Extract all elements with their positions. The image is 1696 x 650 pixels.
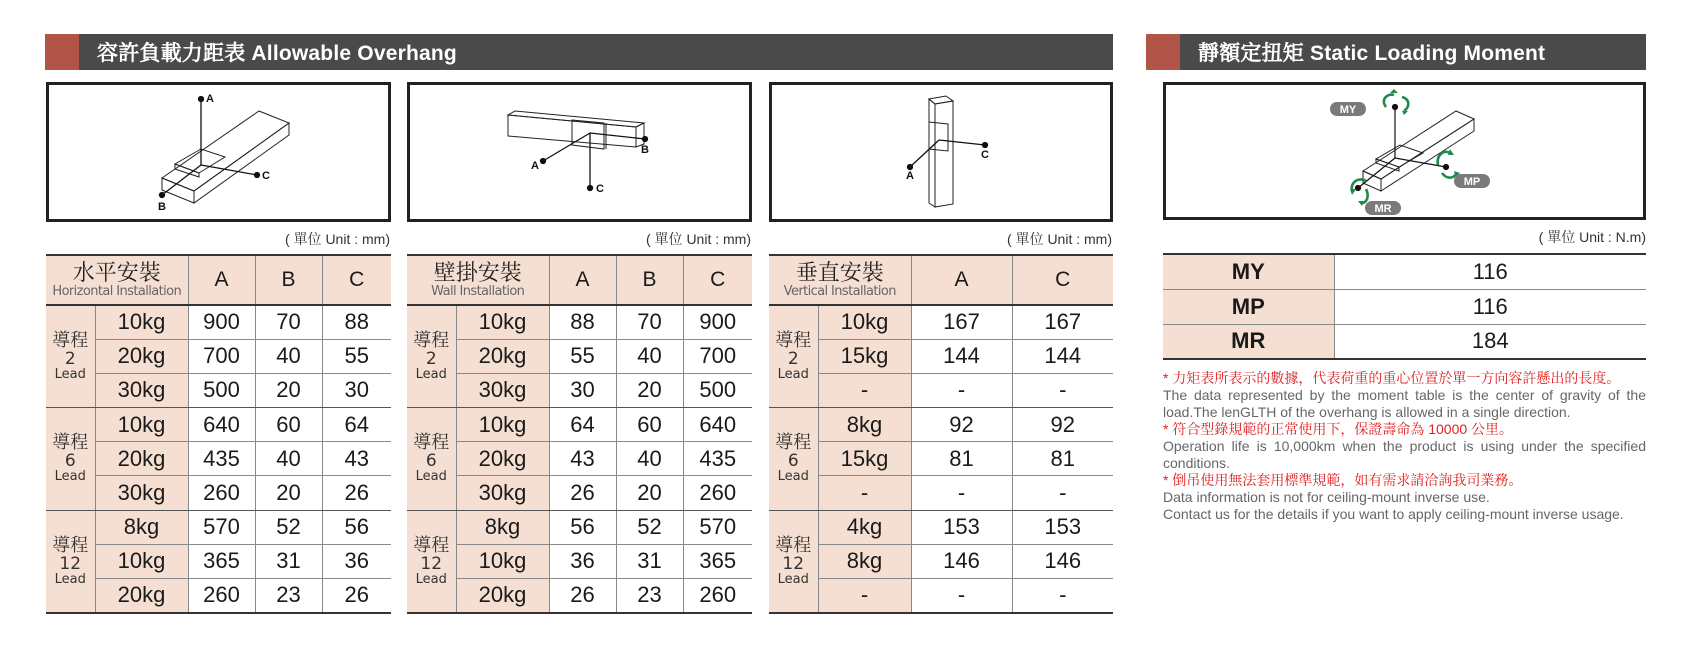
table-row [46,476,391,510]
table-row [407,408,752,442]
value-cell: 70 [616,305,683,339]
load-cell: - [818,373,911,407]
load-cell: 4kg [818,510,911,544]
value-cell: 900 [188,305,255,339]
column-header-a: A [911,255,1012,305]
load-cell: 15kg [818,339,911,373]
table-row [46,408,391,442]
value-cell: 640 [188,408,255,442]
value-cell: 640 [683,408,752,442]
load-cell: 30kg [456,373,549,407]
load-cell: 8kg [818,408,911,442]
load-cell: 10kg [95,408,188,442]
svg-text:B: B [158,201,166,213]
lead-cell: 導程 2 Lead [46,305,95,408]
table-title: 垂直安裝 Vertical Installation [769,255,911,305]
load-cell: 10kg [95,305,188,339]
value-cell: 40 [255,442,322,476]
value-cell: 500 [683,373,752,407]
vertical-slide-drawing-icon [772,85,1110,219]
svg-text:C: C [262,170,270,182]
table-row [407,579,752,613]
moment-name: MR [1163,324,1334,359]
value-cell: 260 [188,579,255,613]
note-zh: * 倒吊使用無法套用標準規範，如有需求請洽詢我司業務。 [1163,472,1523,488]
table-row [407,339,752,373]
rotation-arrows [1352,95,1456,203]
table-row [46,305,391,339]
svg-text:B: B [641,144,649,156]
load-cell: 20kg [456,442,549,476]
value-cell: 500 [188,373,255,407]
allowable-overhang-header [45,34,1113,70]
value-cell: 167 [911,305,1012,339]
section-title: 容許負載力距表 Allowable Overhang [97,42,457,65]
svg-text:MR: MR [1374,203,1392,215]
vertical-installation-diagram [769,82,1113,222]
section-title: 靜額定扭矩 Static Loading Moment [1198,42,1546,65]
table-row [769,408,1113,442]
load-cell: 10kg [456,544,549,578]
load-cell: - [818,476,911,510]
table-row [407,510,752,544]
table-row [769,442,1113,476]
value-cell: 36 [322,544,391,578]
value-cell: 92 [911,408,1012,442]
moment-value: 116 [1334,254,1646,289]
value-cell: 31 [255,544,322,578]
table-row [769,476,1113,510]
load-cell: 10kg [95,544,188,578]
header-accent [1146,34,1180,70]
horizontal-installation-table [46,254,391,614]
value-cell: 26 [322,579,391,613]
load-cell: 20kg [95,442,188,476]
load-cell: 8kg [95,510,188,544]
value-cell: 88 [549,305,616,339]
table-row [407,544,752,578]
column-header-b: B [616,255,683,305]
note-en: Operation life is 10,000km when the product is using under the specified conditions. [1163,438,1646,471]
value-cell: 153 [1012,510,1113,544]
table-row [46,510,391,544]
load-cell: 10kg [456,408,549,442]
moment-value: 184 [1471,328,1509,354]
note-en: Data information is not for ceiling-mount inverse use. [1163,489,1490,505]
svg-text:A: A [531,160,539,172]
value-cell: - [911,579,1012,613]
value-cell: 23 [255,579,322,613]
table-row [407,442,752,476]
value-cell: 26 [549,476,616,510]
value-cell: - [1012,476,1113,510]
value-cell: 55 [549,339,616,373]
lead-cell: 導程 2 Lead [769,305,818,408]
column-header-c: C [1012,255,1113,305]
table-row [407,305,752,339]
table-row [46,579,391,613]
value-cell: 60 [255,408,322,442]
load-cell: - [818,579,911,613]
load-cell: 8kg [456,510,549,544]
value-cell: 56 [322,510,391,544]
value-cell: 31 [616,544,683,578]
static-moment-table [1163,253,1646,360]
value-cell: 144 [1012,339,1113,373]
value-cell: 365 [188,544,255,578]
table-row [407,476,752,510]
value-cell: 88 [322,305,391,339]
moment-row [1163,289,1646,324]
note-zh: * 符合型錄規範的正常使用下，保證壽命為 10000 公里。 [1163,421,1514,437]
moment-name: MP [1163,289,1334,324]
svg-text:C: C [596,183,604,195]
table-row [46,544,391,578]
lead-cell: 導程 12 Lead [46,510,95,613]
column-header-b: B [255,255,322,305]
note-zh: * 力矩表所表示的數據，代表荷重的重心位置於單一方向容許懸出的長度。 [1163,370,1621,386]
value-cell: 435 [683,442,752,476]
load-cell: 30kg [95,476,188,510]
moment-axes-drawing-icon [1166,85,1643,217]
value-cell: 260 [683,579,752,613]
load-cell: 15kg [818,442,911,476]
unit-label-horizontal: ( 單位 Unit : mm) [285,231,390,247]
value-cell: - [911,373,1012,407]
column-header-c: C [683,255,752,305]
wall-installation-table [407,254,752,614]
value-cell: 81 [1012,442,1113,476]
column-header-a: A [188,255,255,305]
table-row [769,510,1113,544]
note-en: The data represented by the moment table is the center of gravity of the load.The lenGLTH of the overhang is allowed in a single direction. [1163,387,1646,420]
load-cell: 20kg [456,579,549,613]
svg-text:C: C [981,149,989,161]
svg-text:A: A [906,170,914,182]
value-cell: 40 [616,442,683,476]
value-cell: 55 [322,339,391,373]
value-cell: 20 [616,476,683,510]
value-cell: - [911,476,1012,510]
table-row [769,373,1113,407]
value-cell: 146 [1012,544,1113,578]
column-header-a: A [549,255,616,305]
load-cell: 20kg [456,339,549,373]
lead-cell: 導程 2 Lead [407,305,456,408]
moment-diagram [1163,82,1646,220]
moment-notes [1163,370,1646,523]
value-cell: 144 [911,339,1012,373]
table-row [407,373,752,407]
svg-text:A: A [206,93,214,105]
unit-label-wall: ( 單位 Unit : mm) [646,231,751,247]
horizontal-installation-diagram [46,82,391,222]
value-cell: 23 [616,579,683,613]
load-cell: 30kg [95,373,188,407]
value-cell: - [1012,579,1113,613]
load-cell: 10kg [456,305,549,339]
load-cell: 20kg [95,579,188,613]
static-loading-moment-header [1146,34,1646,70]
value-cell: 70 [255,305,322,339]
value-cell: 700 [188,339,255,373]
moment-row [1163,324,1646,359]
value-cell: 26 [322,476,391,510]
value-cell: 700 [683,339,752,373]
lead-cell: 導程 6 Lead [769,408,818,511]
value-cell: 40 [255,339,322,373]
value-cell: 570 [188,510,255,544]
table-row [769,339,1113,373]
moment-name: MY [1163,254,1334,289]
value-cell: 43 [322,442,391,476]
value-cell: 900 [683,305,752,339]
value-cell: 570 [683,510,752,544]
value-cell: 36 [549,544,616,578]
value-cell: 20 [616,373,683,407]
column-header-c: C [322,255,391,305]
load-cell: 20kg [95,339,188,373]
lead-cell: 導程 6 Lead [407,408,456,511]
wall-installation-diagram [407,82,752,222]
value-cell: 52 [616,510,683,544]
value-cell: 260 [188,476,255,510]
table-row [46,339,391,373]
table-row [769,544,1113,578]
value-cell: 60 [616,408,683,442]
value-cell: 81 [911,442,1012,476]
wall-slide-drawing-icon [410,85,749,219]
vertical-installation-table [769,254,1113,614]
load-cell: 8kg [818,544,911,578]
value-cell: 26 [549,579,616,613]
lead-cell: 導程 6 Lead [46,408,95,511]
moment-value: 116 [1334,289,1646,324]
table-row [769,305,1113,339]
lead-cell: 導程 12 Lead [407,510,456,613]
value-cell: 52 [255,510,322,544]
value-cell: 153 [911,510,1012,544]
value-cell: 40 [616,339,683,373]
value-cell: 260 [683,476,752,510]
table-row [769,579,1113,613]
value-cell: 20 [255,373,322,407]
horizontal-slide-drawing-icon [49,85,388,219]
value-cell: 30 [322,373,391,407]
value-cell: 146 [911,544,1012,578]
value-cell: 365 [683,544,752,578]
value-cell: 435 [188,442,255,476]
table-row [46,442,391,476]
value-cell: 64 [322,408,391,442]
value-cell: 30 [549,373,616,407]
unit-label-vertical: ( 單位 Unit : mm) [1007,231,1112,247]
header-accent [45,34,79,70]
load-cell: 10kg [818,305,911,339]
value-cell: - [1012,373,1113,407]
value-cell: 64 [549,408,616,442]
value-cell: 43 [549,442,616,476]
value-cell: 20 [255,476,322,510]
svg-text:MY: MY [1339,104,1357,116]
moment-row [1163,254,1646,289]
table-title: 壁掛安裝 Wall Installation [407,255,549,305]
value-cell: 167 [1012,305,1113,339]
svg-text:MP: MP [1463,176,1481,188]
lead-cell: 導程 12 Lead [769,510,818,613]
table-row [46,373,391,407]
load-cell: 30kg [456,476,549,510]
unit-label-moment: ( 單位 Unit : N.m) [1538,229,1646,245]
note-en: Contact us for the details if you want to apply ceiling-mount inverse usage. [1163,506,1624,522]
table-title: 水平安裝 Horizontal Installation [46,255,188,305]
value-cell: 56 [549,510,616,544]
value-cell: 92 [1012,408,1113,442]
